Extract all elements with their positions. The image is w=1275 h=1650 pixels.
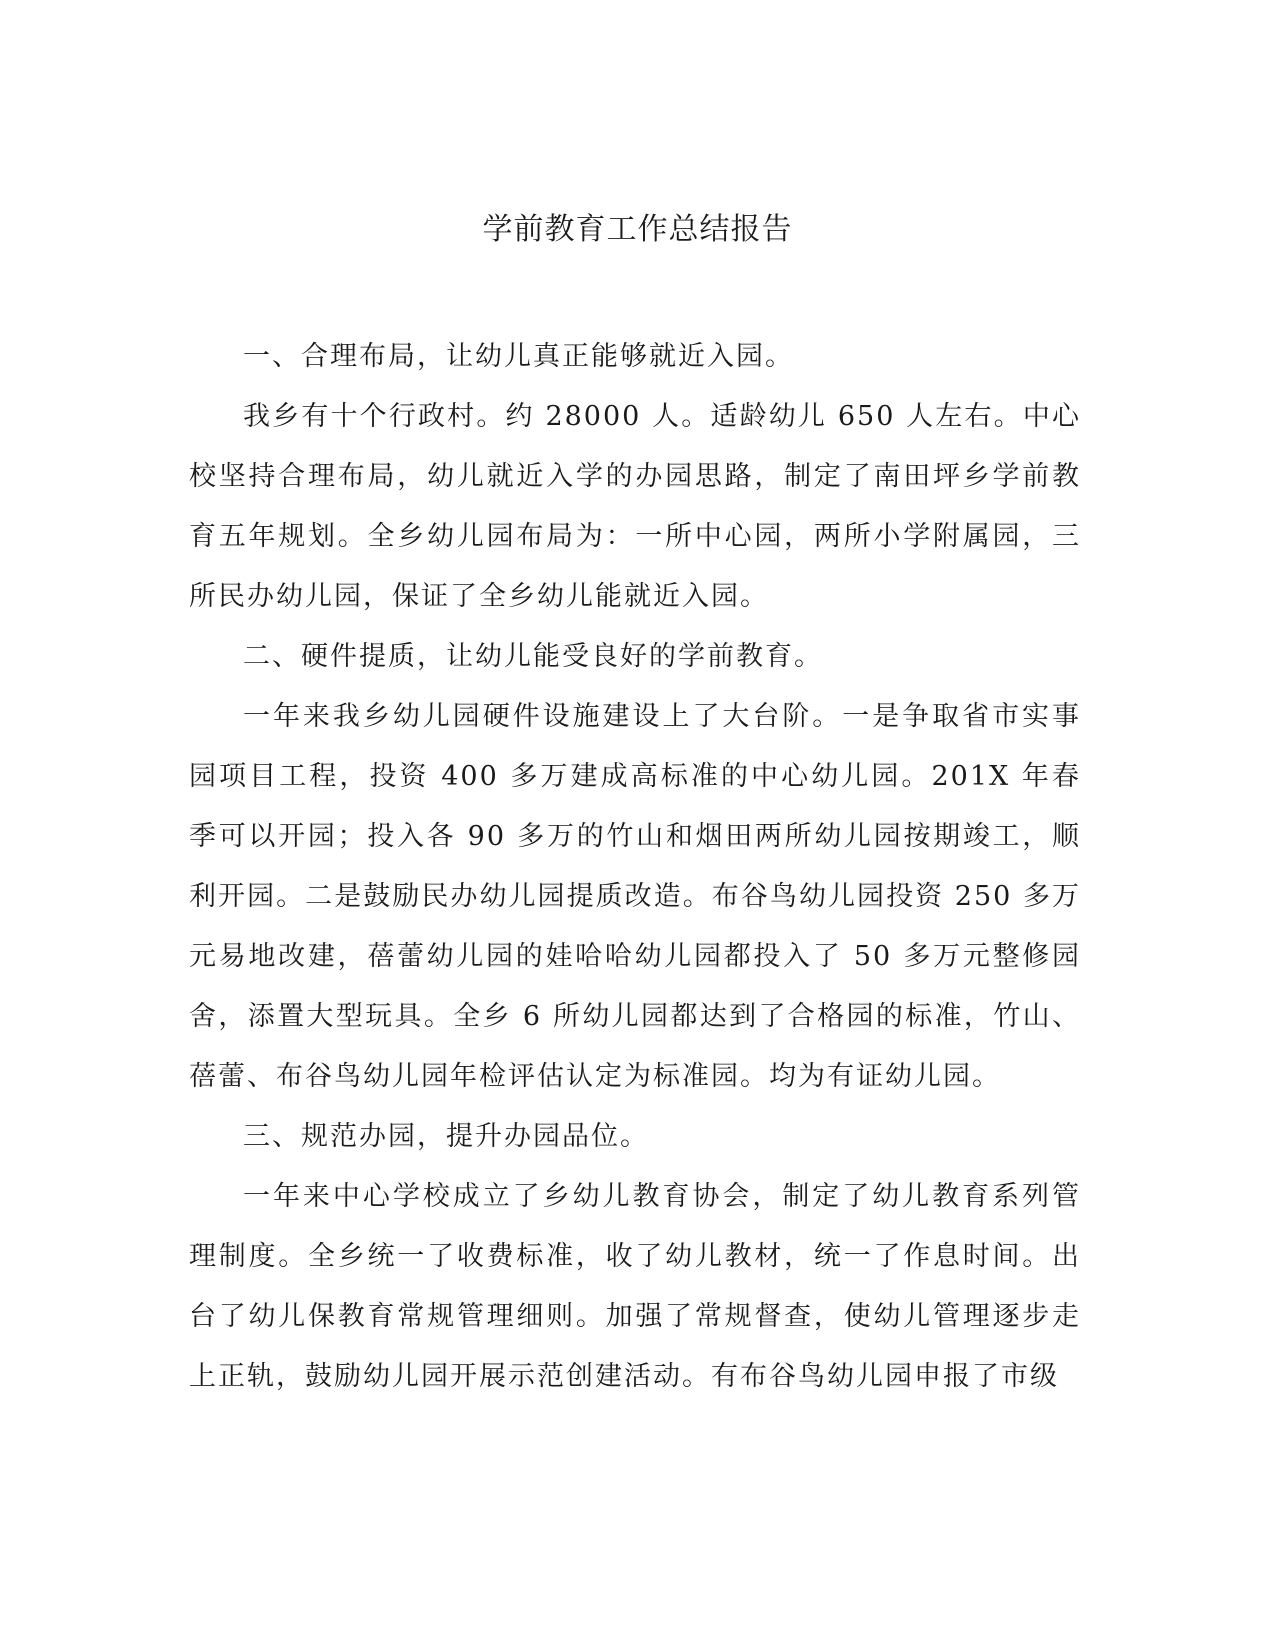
paragraph-management: 一年来中心学校成立了乡幼儿教育协会，制定了幼儿教育系列管理制度。全乡统一了收费标准，收了幼儿教材，统一了作息时间。出台了幼儿保教育常规管理细则。加强了常规督查，使幼儿管理逐步走上正轨，鼓励幼儿园开展示范创建活动。有布谷鸟幼儿园申报了市级: [189, 1181, 1081, 1392]
paragraph-layout: 我乡有十个行政村。约 28000 人。适龄幼儿 650 人左右。中心校坚持合理布局，幼儿就近入学的办园思路，制定了南田坪乡学前教育五年规划。全乡幼儿园布局为：一所中心园，两所小学附属园，三所民办幼儿园，保证了全乡幼儿能就近入园。: [189, 401, 1081, 612]
document-body: [189, 327, 1081, 1407]
section-heading-3: 三、规范办园，提升办园品位。: [243, 1121, 649, 1152]
document-title: 学前教育工作总结报告: [482, 212, 793, 247]
paragraph-hardware: 一年来我乡幼儿园硬件设施建设上了大台阶。一是争取省市实事园项目工程，投资 400 多万建成高标准的中心幼儿园。201X 年春季可以开园；投入各 90 多万的竹山和烟田两所幼儿园按期竣工，顺利开园。二是鼓励民办幼儿园提质改造。布谷鸟幼儿园投资 250 多万元易地改建，蓓蕾幼儿园的娃哈哈幼儿园都投入了 50 多万元整修园舍，添置大型玩具。全乡 6 所幼儿园都达到了合格园的标准，竹山、蓓蕾、布谷鸟幼儿园年检评估认定为标准园。均为有证幼儿园。: [189, 701, 1081, 1092]
section-heading-2: 二、硬件提质，让幼儿能受良好的学前教育。: [243, 641, 823, 672]
section-heading-1: 一、合理布局，让幼儿真正能够就近入园。: [243, 341, 794, 372]
